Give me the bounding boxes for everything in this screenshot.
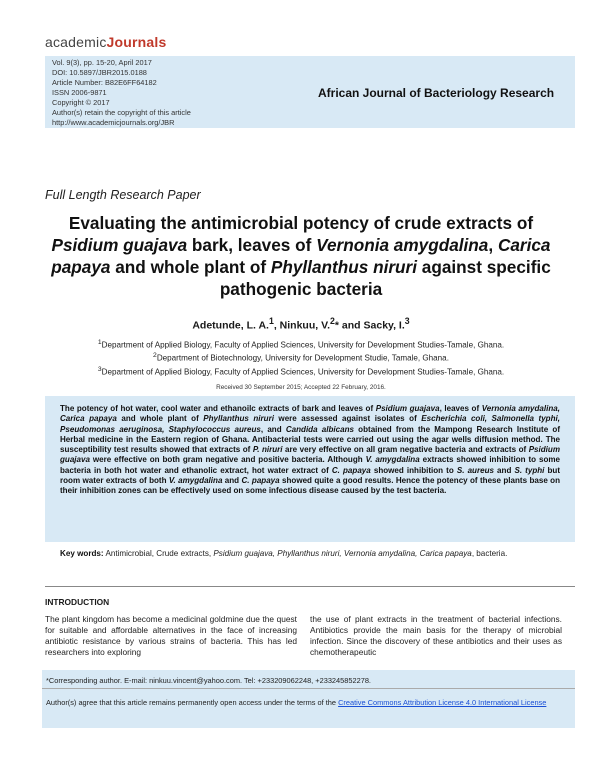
issn-line: ISSN 2006-9871 xyxy=(52,88,107,97)
authors: Adetunde, L. A.$^1$, Ninkuu, V.$^2$* and Sacky, I.$^3$ xyxy=(192,316,410,332)
rights-line: Author(s) retain the copyright of this article xyxy=(52,108,191,117)
affiliation: $^3$Department of Applied Biology, Faculty of Applied Sciences, University for Development Studies-Tamale, Ghana. xyxy=(97,365,505,377)
paper-title: Evaluating the antimicrobial potency of crude extracts of Psidium guajava bark, leaves of Vernonia amygdalina, Carica papaya and whole plant of Phyllanthus niruri against specific pathogenic bacteria xyxy=(51,213,551,299)
keywords: Key words: Antimicrobial, Crude extracts, Psidium guajava, Phyllanthus niruri, Vernonia amydalina, Carica papaya, bacteria. xyxy=(60,549,508,558)
license-note: Author(s) agree that this article remains permanently open access under the terms of the Creative Commons Attribution License 4.0 International License xyxy=(46,698,547,707)
affiliation: $^1$Department of Applied Biology, Faculty of Applied Sciences, University for Development Studies-Tamale, Ghana. xyxy=(97,339,505,350)
intro-column-right: the use of plant extracts in the treatment of bacterial infections. Antibiotics provide the main basis for the therapy of microbial infection. Since the discovery of these antibiotics and their uses as chemotherapeutic xyxy=(310,614,562,658)
copyright-line: Copyright © 2017 xyxy=(52,98,110,107)
publisher-logo: academicJournals xyxy=(45,34,167,50)
doi-line: DOI: 10.5897/JBR2015.0188 xyxy=(52,68,147,77)
intro-column-left: The plant kingdom has become a medicinal goldmine due the quest for suitable and affordable alternatives in the face of increasing antibiotic resistance by various strains of bacteria. This has led researchers into exploring xyxy=(45,614,297,658)
received-dates: Received 30 September 2015; Accepted 22 February, 2016. xyxy=(216,384,386,391)
divider xyxy=(45,586,575,587)
abstract-text: The potency of hot water, cool water and ethanoilc extracts of bark and leaves of Psidium guajava, leaves of Vernonia amydalina, Carica papaya and whole plant of Phyllanthus niruri were assessed against isolates of Escherichia coli, Salmonella typhi, Pseudomonas aeruginosa, Staphylococcus aureus, and Candida albicans obtained from the Mampong Research Institute of Herbal medicine in the Eastern region of Ghana. Antibacterial tests were carried out using the agar wells diffusion method. The susceptibility test results showed that extracts of P. niruri are very effective on all gram negative bacteria and extracts of Psidium guajava were effective on both gram negative and positive bacteria. Although V. amygdalina extracts showed inhibition to some bacteria in both hot water and ethanolic extract, hot water extract of C. papaya showed inhibition to S. aureus and S. typhi but room water extracts of both V. amygdalina and C. papaya showed quite a good results. Hence the potency of these plants base on their inhibition zones can be effectively used on some infectious disease caused by the test bacteria. xyxy=(60,404,561,496)
article-number-line: Article Number: B82E6FF64182 xyxy=(52,78,157,87)
journal-url[interactable]: http://www.academicjournals.org/JBR xyxy=(52,118,175,127)
paper-type: Full Length Research Paper xyxy=(45,188,201,202)
license-link[interactable]: Creative Commons Attribution License 4.0 International License xyxy=(338,698,547,707)
affiliation: $^2$Department of Biotechnology, University for Development Studie, Tamale, Ghana. xyxy=(153,352,449,364)
affiliations xyxy=(40,338,562,378)
journal-name: African Journal of Bacteriology Research xyxy=(318,86,555,100)
article-info xyxy=(52,58,191,128)
section-heading-introduction: INTRODUCTION xyxy=(45,597,110,607)
volume-line: Vol. 9(3), pp. 15-20, April 2017 xyxy=(52,58,152,67)
footnote-divider xyxy=(42,688,575,689)
corresponding-author: *Corresponding author. E-mail: ninkuu.vincent@yahoo.com. Tel: +233209062248, +233245852278. xyxy=(46,676,371,685)
